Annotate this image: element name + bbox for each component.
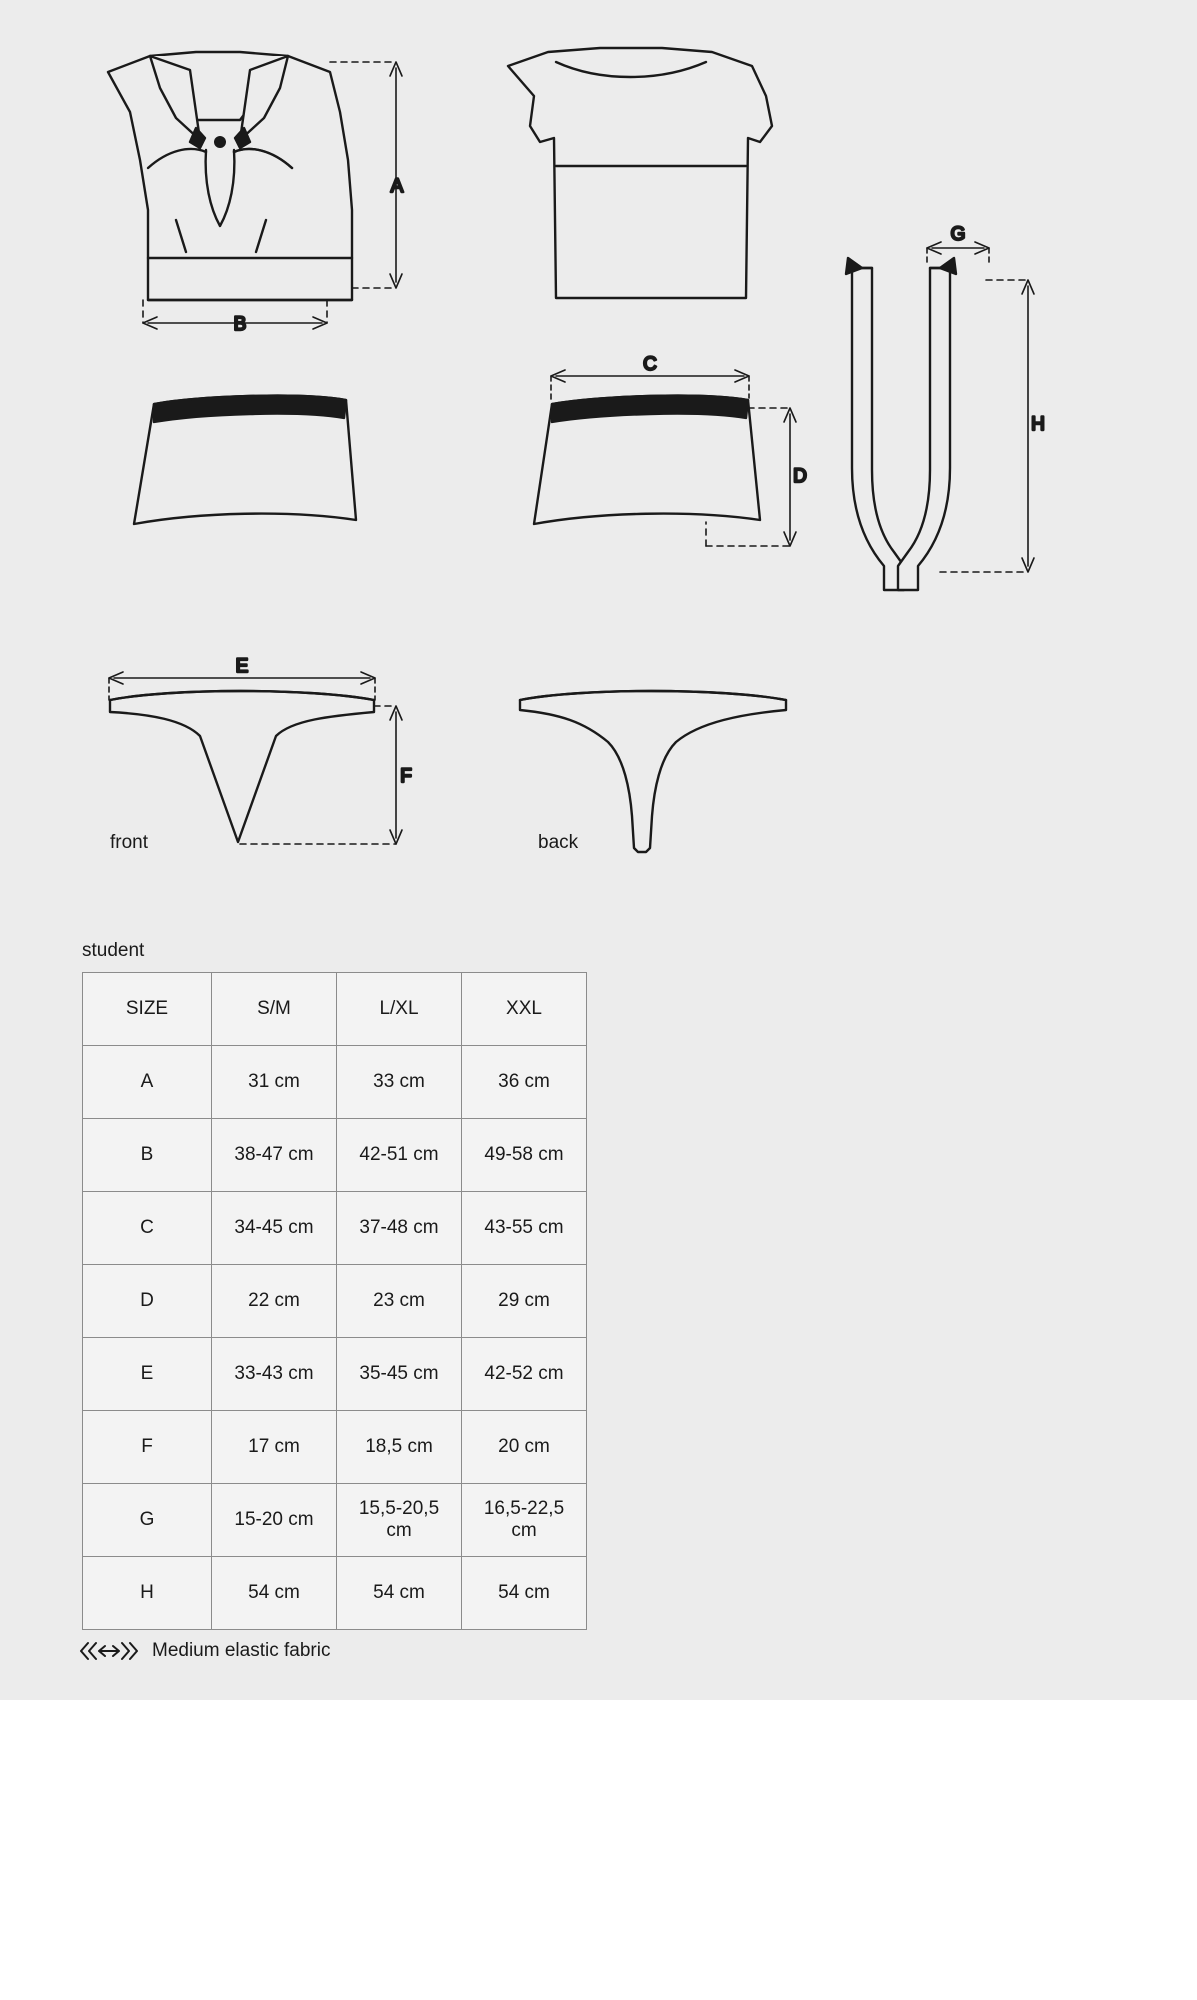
size-table [82,972,587,1630]
thong-back-illustration [520,691,786,852]
row-value: 49-58 cm [462,1119,587,1192]
table-row [83,1411,587,1484]
elastic-stretch-icon [78,1640,140,1662]
row-value: 23 cm [337,1265,462,1338]
skirt-front-illustration [134,396,356,524]
table-row [83,1046,587,1119]
dimension-label-D: D [793,466,807,487]
fabric-note-label: Medium elastic fabric [152,1640,331,1661]
row-value: 36 cm [462,1046,587,1119]
row-value: 54 cm [212,1557,337,1630]
row-label: C [83,1192,212,1265]
row-value: 17 cm [212,1411,337,1484]
table-header-size: SIZE [83,973,212,1046]
dimension-G [927,242,989,266]
row-label: G [83,1484,212,1557]
table-caption: student [82,940,145,961]
dimension-label-H: H [1031,414,1045,435]
row-value: 18,5 cm [337,1411,462,1484]
table-row [83,1265,587,1338]
row-value: 42-51 cm [337,1119,462,1192]
dimension-label-F: F [400,766,412,787]
garment-diagrams [0,0,1197,900]
table-row [83,1484,587,1557]
table-row [83,1192,587,1265]
dimension-label-A: A [390,176,404,197]
table-row [83,1119,587,1192]
top-back-illustration [508,48,772,298]
row-label: A [83,1046,212,1119]
dimension-label-B: B [233,314,247,335]
row-value: 31 cm [212,1046,337,1119]
label-front-view: front [110,832,149,853]
row-value: 15,5-20,5 cm [337,1484,462,1557]
row-value: 22 cm [212,1265,337,1338]
row-value: 20 cm [462,1411,587,1484]
page-bottom-whitespace [0,1700,1197,2000]
row-value: 15-20 cm [212,1484,337,1557]
label-back-view: back [538,832,579,853]
table-header-lxl: L/XL [337,973,462,1046]
dimension-label-E: E [235,656,249,677]
table-row [83,1557,587,1630]
dimension-label-G: G [950,224,966,245]
dimension-label-C: C [643,354,657,375]
row-value: 16,5-22,5 cm [462,1484,587,1557]
table-header-sm: S/M [212,973,337,1046]
row-value: 33 cm [337,1046,462,1119]
row-value: 43-55 cm [462,1192,587,1265]
fabric-note-row [78,1640,330,1662]
row-label: F [83,1411,212,1484]
row-value: 35-45 cm [337,1338,462,1411]
row-label: H [83,1557,212,1630]
row-label: B [83,1119,212,1192]
row-value: 29 cm [462,1265,587,1338]
skirt-back-illustration [534,396,760,524]
row-value: 34-45 cm [212,1192,337,1265]
row-value: 33-43 cm [212,1338,337,1411]
row-value: 38-47 cm [212,1119,337,1192]
row-value: 37-48 cm [337,1192,462,1265]
table-row [83,1338,587,1411]
dimension-H [940,280,1034,572]
top-front-illustration [108,52,352,300]
table-header-row [83,973,587,1046]
row-value: 54 cm [462,1557,587,1630]
row-value: 42-52 cm [462,1338,587,1411]
row-label: D [83,1265,212,1338]
row-value: 54 cm [337,1557,462,1630]
table-header-xxl: XXL [462,973,587,1046]
stockings-illustration [846,258,956,590]
thong-front-illustration [110,691,374,842]
row-label: E [83,1338,212,1411]
